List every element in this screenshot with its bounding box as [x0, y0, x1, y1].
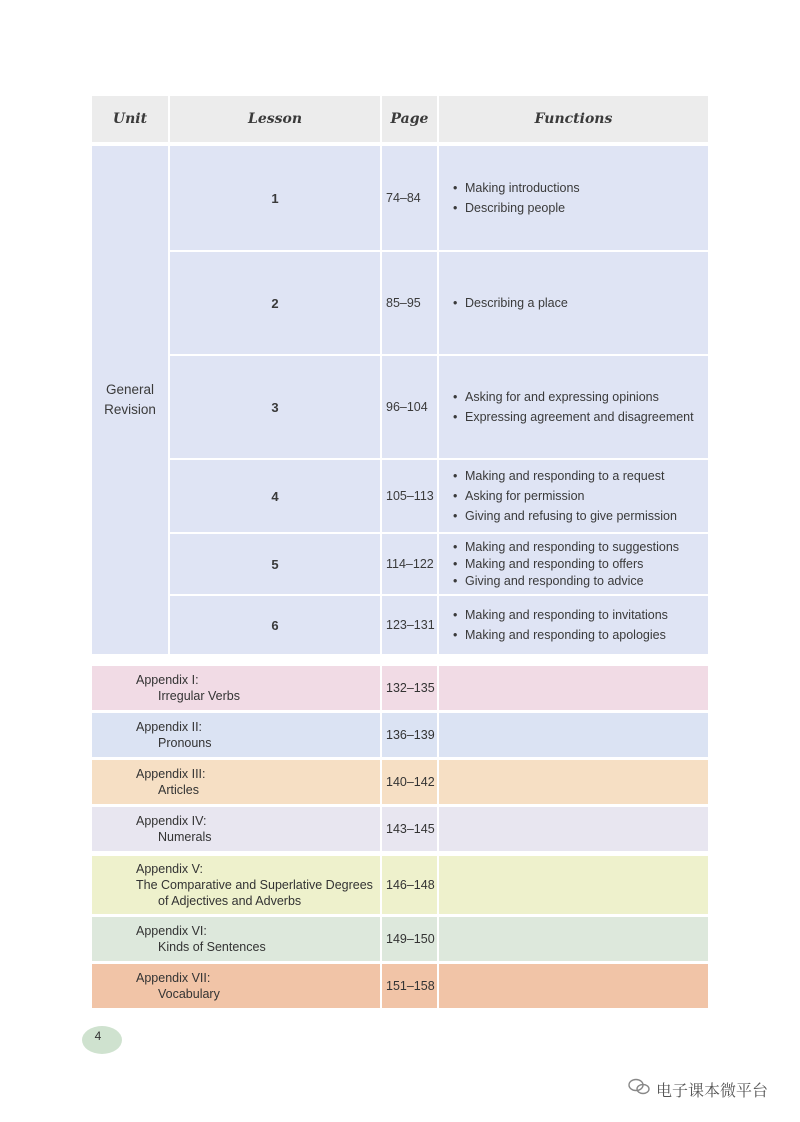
appendix-pages: 151–158 [382, 964, 437, 1008]
appendix-row [92, 856, 708, 914]
appendix-subtitle: Kinds of Sentences [158, 940, 266, 954]
appendix-title: Appendix IV: [136, 814, 207, 828]
lesson-number: 2 [170, 252, 380, 354]
lesson-pages: 85–95 [382, 252, 437, 354]
function-item: • Making and responding to a request [453, 466, 708, 486]
page-number: 4 [94, 1029, 102, 1043]
function-item: • Making and responding to apologies [453, 625, 708, 645]
lesson-functions [439, 146, 708, 250]
appendix-pages: 143–145 [382, 807, 437, 851]
appendix-pages: 140–142 [382, 760, 437, 804]
lesson-functions [439, 356, 708, 458]
chat-bubble-icon [628, 1078, 650, 1101]
function-item: • Making and responding to offers [453, 556, 708, 573]
lesson-pages: 114–122 [382, 534, 437, 594]
lesson-functions [439, 534, 708, 594]
lesson-pages: 74–84 [382, 146, 437, 250]
appendix-subtitle: Articles [158, 783, 199, 797]
lesson-functions [439, 596, 708, 654]
unit-line-2: Revision [104, 402, 156, 417]
appendix-subtitle: The Comparative and Superlative Degrees [136, 878, 373, 892]
watermark-text: 电子课本微平台 [655, 1083, 768, 1100]
lesson-number: 6 [170, 596, 380, 654]
lesson-functions [439, 460, 708, 532]
unit-line-1: General [105, 382, 155, 397]
lesson-functions [439, 252, 708, 354]
appendix-pages: 136–139 [382, 713, 437, 757]
appendix-subtitle: Pronouns [158, 736, 212, 750]
appendix-subtitle: of Adjectives and Adverbs [158, 894, 302, 908]
appendix-title: Appendix VII: [136, 971, 211, 985]
page-number-badge [82, 1026, 122, 1054]
appendix-name [92, 807, 380, 851]
header-lesson: Lesson [170, 96, 380, 142]
appendix-subtitle: Irregular Verbs [158, 689, 240, 703]
lesson-pages: 105–113 [382, 460, 437, 532]
appendix-title: Appendix I: [136, 673, 199, 687]
lesson-number: 1 [170, 146, 380, 250]
appendix-functions [439, 917, 708, 961]
appendix-subtitle: Vocabulary [158, 987, 220, 1001]
function-item: • Describing people [453, 198, 708, 218]
appendix-name [92, 964, 380, 1008]
appendix-functions [439, 964, 708, 1008]
appendix-name [92, 666, 380, 710]
appendix-pages: 132–135 [382, 666, 437, 710]
appendix-name [92, 856, 380, 914]
lesson-number: 5 [170, 534, 380, 594]
appendix-row [92, 807, 708, 851]
appendix-title: Appendix VI: [136, 924, 207, 938]
function-item: • Asking for permission [453, 486, 708, 506]
function-item: • Giving and responding to advice [453, 573, 708, 590]
appendix-title: Appendix III: [136, 767, 206, 781]
appendix-pages: 146–148 [382, 856, 437, 914]
appendix-name [92, 917, 380, 961]
appendix-subtitle: Numerals [158, 830, 212, 844]
header-unit: Unit [92, 96, 168, 142]
function-item: • Making introductions [453, 178, 708, 198]
lesson-number: 4 [170, 460, 380, 532]
function-item: • Asking for and expressing opinions [453, 387, 708, 407]
lesson-pages: 123–131 [382, 596, 437, 654]
appendix-name [92, 760, 380, 804]
header-functions: Functions [439, 96, 708, 142]
appendix-functions [439, 666, 708, 710]
function-item: • Expressing agreement and disagreement [453, 407, 708, 427]
appendix-functions [439, 856, 708, 914]
function-item: • Making and responding to invitations [453, 605, 708, 625]
appendix-row [92, 917, 708, 961]
appendix-title: Appendix V: [136, 862, 203, 876]
function-item: • Giving and refusing to give permission [453, 506, 708, 526]
header-page: Page [382, 96, 437, 142]
appendix-functions [439, 760, 708, 804]
appendix-row [92, 713, 708, 757]
appendix-row [92, 964, 708, 1008]
lesson-pages: 96–104 [382, 356, 437, 458]
appendix-name [92, 713, 380, 757]
appendix-functions [439, 713, 708, 757]
appendix-row [92, 666, 708, 710]
appendix-functions [439, 807, 708, 851]
unit-general-revision [92, 146, 168, 654]
function-item: • Making and responding to suggestions [453, 539, 708, 556]
appendix-title: Appendix II: [136, 720, 203, 734]
appendix-pages: 149–150 [382, 917, 437, 961]
appendix-row [92, 760, 708, 804]
watermark [628, 1078, 768, 1101]
function-item: • Describing a place [453, 293, 708, 313]
lesson-number: 3 [170, 356, 380, 458]
